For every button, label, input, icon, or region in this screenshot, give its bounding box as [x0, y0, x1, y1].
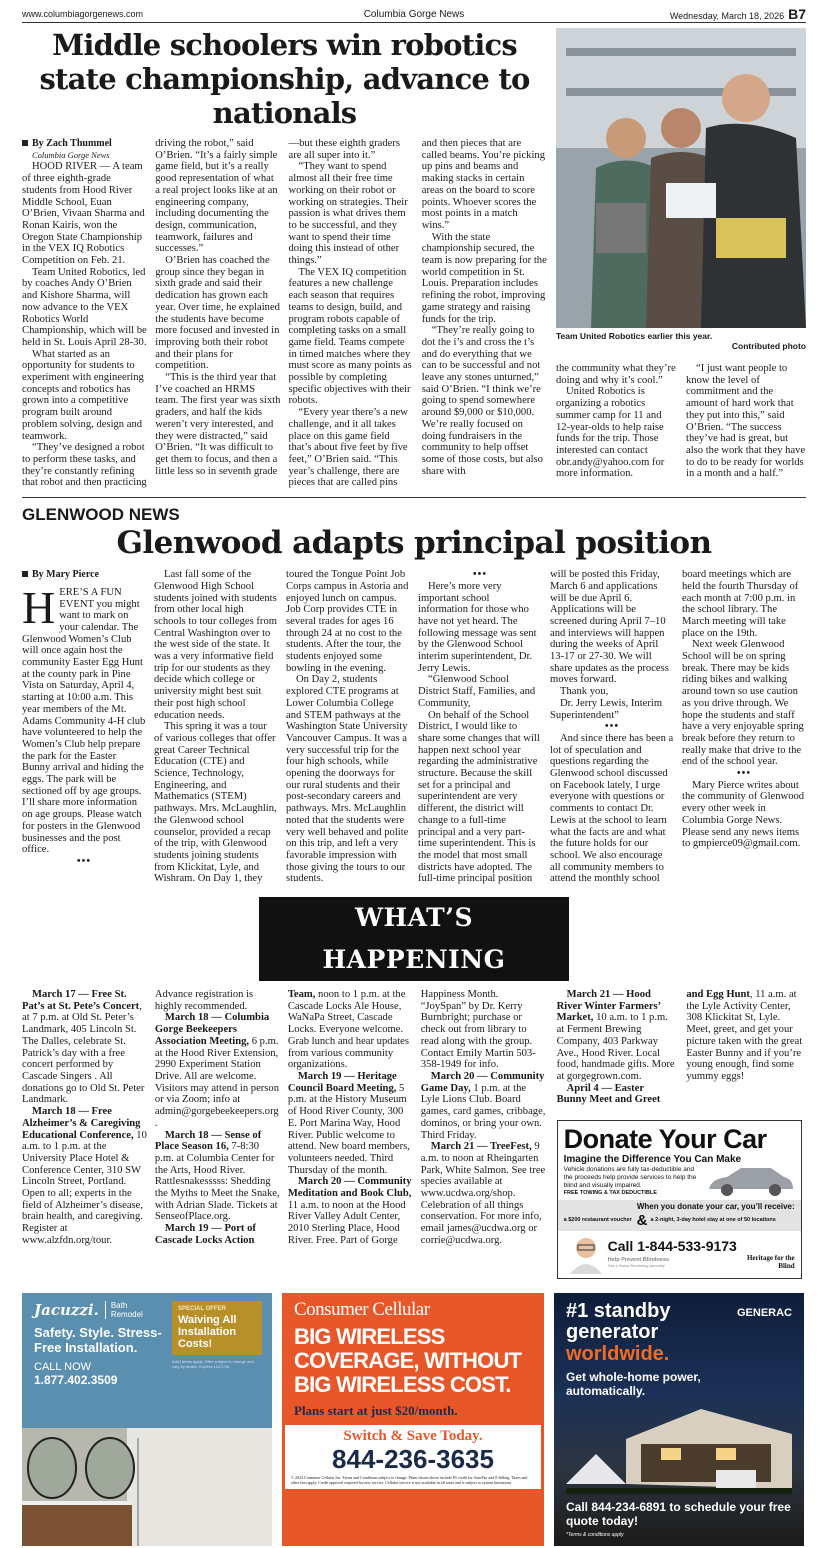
- special-offer-box: [172, 1301, 262, 1355]
- paragraph: “I just want people to know the level of commitment and the amount of hard work that they put into this,” said O’Brien. “The success they’ve had is great, but also the work that they have to do to be ready for worlds in a month and a half.”: [686, 363, 806, 480]
- robotics-story: [22, 28, 806, 489]
- cc-fine-print: © 2024 Consumer Cellular Inc. Terms and Conditions subject to change. Plans shown above include $5 credit for AutoPay and E-billing. Taxes and other fees apply. Credit approval required for new service. Cellular service is not available in all areas and is subject to system limitations.: [291, 1475, 528, 1486]
- generac-ad[interactable]: [554, 1293, 804, 1546]
- separator: •••: [472, 569, 488, 581]
- jacuzzi-ad[interactable]: [22, 1293, 272, 1546]
- team-photo: [556, 28, 806, 328]
- byline: [22, 138, 147, 161]
- whats-happening-banner: WHAT’S HAPPENING: [259, 897, 569, 981]
- byline-org: Columbia Gorge News: [32, 149, 110, 160]
- event-title: March 21 — Hood River Winter Farmers’ Market,: [556, 989, 661, 1024]
- generac-logo: GENERAC: [736, 1307, 792, 1320]
- event-item: [288, 1071, 413, 1176]
- event-title: March 20 — Community Meditation and Book Club,: [287, 1176, 412, 1200]
- cc-plans: Plans start at just $20/month.: [294, 1403, 458, 1419]
- robotics-article-body: [22, 138, 547, 489]
- event-title: April 4 — Easter Bunny Meet and Greet and Egg Hunt: [556, 989, 750, 1106]
- event-item: [421, 1071, 546, 1141]
- paragraph: “They want to spend almost all their free time working on their robot or working on strategies. Their passion is what drives them to be successful, and they want to spend their time doing this instead of other things.”: [288, 161, 408, 267]
- event-text: , at 7 p.m. at Old St. Peter’s Landmark, 405 Lincoln St. The Dalles, celebrate St. Patrick’s day with a free concert performed by Cascade Singers . All donations go to Old St. Peter Landmark.: [22, 1000, 145, 1106]
- paragraph: the community what they’re doing and why it’s cool.”: [556, 363, 676, 386]
- event-text: , 11 a.m. at the Lyle Activity Center, 308 Klickitat St, Lyle. Meet, greet, and get your picture taken with the great Easter Bunny and if you’re young enough, find some yummy eggs!: [686, 989, 803, 1082]
- jacuzzi-logo: Jacuzzi.: [34, 1301, 99, 1320]
- girl-thumbs-up-illustration: [564, 1234, 604, 1274]
- event-title: March 21 — TreeFest,: [430, 1141, 532, 1153]
- photo-caption: Team United Robotics earlier this year.: [556, 331, 713, 341]
- paragraph: What started as an opportunity for students to experiment with engineering concepts and robotics has grown into a competitive program built around problem solving, design and teamwork.: [22, 348, 144, 442]
- paper-name: Columbia Gorge News: [363, 9, 465, 20]
- paragraph: Thank you,: [560, 686, 609, 698]
- paragraph: And since there has been a lot of speculation and questions regarding the Glenwood school discussed on Facebook lately, I urge everyone with questions or comments to contact Dr. Lewis at the school to learn what the facts are and what the future holds for our school. We also encourage all community members to attend the monthly school board meetings which are held the fourth Thursday of each month at 7:00 p.m. in the school library. The March meeting will take place on the 19th.: [550, 569, 799, 885]
- tagline-sub: Get a Vision Screening Annually: [607, 1262, 665, 1268]
- ampersand: &: [636, 1212, 648, 1230]
- paragraph: United Robotics is organizing a robotics summer camp for 11 and 12-year-olds to help raise funds for the trip. Those interested can contact obr.andy@yahoo.com for more information.: [556, 386, 665, 480]
- generac-cta[interactable]: Call 844-234-6891 to schedule your free quote today!: [566, 1500, 791, 1529]
- house-photo: [566, 1404, 792, 1494]
- event-title: March 19 — Heritage Council Board Meeting,: [287, 1071, 397, 1094]
- event-item: [421, 1141, 546, 1246]
- site-url[interactable]: www.columbiagorgenews.com: [22, 9, 144, 19]
- event-text: 10 a.m. to 1 p.m. at Ferment Brewing Company, 403 Parkway Ave., Hood River. Local food, handmade gifts. More at gorgegrown.com.: [556, 1012, 675, 1082]
- bathroom-photo: [22, 1428, 272, 1546]
- event-text: 10 a.m. to 1 p.m. at the University Place Hotel & Conference Center, 310 SW Lincoln Street, Portland. Open to all; experts in the field of Alzheimer’s disease, brain health, and caregiving. Register at www.alzfdn.org/tour. Advance registration is highly recommended.: [22, 989, 254, 1246]
- event-title: March 18 — Free Alzheimer’s & Caregiving Educational Conference,: [22, 1106, 141, 1141]
- page-header: [22, 6, 806, 23]
- event-title: March 20 — Community Game Day,: [420, 1071, 545, 1094]
- byline-author: By Mary Pierce: [32, 569, 100, 581]
- event-text: 5 p.m. at the History Museum of Hood River County, 300 E. Port Marina Way, Hood River. Public welcome to attend. New board members, volunteers needed. Third Thursday of the month.: [287, 1082, 410, 1176]
- events-list-continued: [557, 989, 806, 1106]
- event-item: [155, 1130, 280, 1224]
- paragraph: “Every year there’s a new challenge, and it all takes place on this game field that’s about five feet by five feet,” O’Brien said. “This year’s challenge, there are pieces that are called pins and then pieces that are called beams. You’re picking up pins and beams and making stacks in certain areas on the board to score points. Whoever scores the most points in a match wins.”: [288, 138, 546, 489]
- paragraph: Team United Robotics, led by coaches Andy O’Brien and Kishore Sharma, will now advance to the VEX Robotics World Championship, which will be held in St. Louis April 28-30.: [22, 266, 147, 348]
- section-divider: [22, 497, 806, 498]
- event-text: noon to 1 p.m. at the Cascade Locks Ale House, WaNaPa Street, Cascade Locks. Everyone welcome. Grab lunch and hear updates from various community organizations.: [287, 989, 410, 1071]
- issue-date: Wednesday, March 18, 2026: [669, 11, 785, 21]
- generac-headline: #1 standby generator: [566, 1300, 671, 1344]
- event-item: [557, 989, 677, 1083]
- product-label: Bath Remodel: [105, 1301, 145, 1319]
- paragraph: O’Brien has coached the group since they began in sixth grade and said their dedication has grown each year. Over time, he explained the students have become more focused and invested in improving both their robot and their plans for competition.: [155, 255, 280, 372]
- section-label: GLENWOOD NEWS: [22, 505, 180, 525]
- cc-offer-box: [285, 1425, 541, 1489]
- photo-credit: Contributed photo: [731, 341, 806, 351]
- event-text: 6 p.m. at the Hood River Extension, 2990 Experiment Station Drive. All are welcome. Visitors may attend in person or via Zoom; info at admin@gorgebeekeepers.org.: [154, 1035, 280, 1129]
- cc-phone[interactable]: 844-236-3635: [332, 1444, 494, 1475]
- newspaper-page: [22, 0, 806, 1546]
- cc-headline: BIG WIRELESS COVERAGE, WITHOUT BIG WIRELESS COST.: [294, 1324, 522, 1398]
- page-number: B7: [788, 6, 806, 22]
- glenwood-headline: Glenwood adapts principal position: [116, 525, 712, 562]
- events-section: [22, 989, 806, 1279]
- receive-text: When you donate your car, you’ll receive:: [636, 1202, 795, 1212]
- generac-subhead: Get whole-home power, automatically.: [566, 1370, 701, 1399]
- separator: •••: [604, 721, 620, 733]
- separator: •••: [76, 855, 92, 867]
- robotics-article-continued: [556, 363, 806, 480]
- event-item: [155, 1012, 280, 1129]
- consumer-cellular-ad[interactable]: [282, 1293, 544, 1546]
- event-title: March 18 — Sense of Place Season 16,: [154, 1129, 262, 1153]
- lead-text: ERE’S A FUN EVENT you might want to mark on your calendar. The Glenwood Women’s Club will once again host the community Easter Egg Hunt at the county park in Pine Vista on Saturday, April 4, starting at 10:00 a.m. This year members of the Mt. Adams Community 4-H club have volunteered to help the Women’s Club help prepare the park for the Easter Bunny arrival and hiding the eggs. The park will be sectioned off by age groups. I’ll share more information on age groups. Please watch for posters in the Glenwood businesses and the post office.: [22, 586, 146, 856]
- receive-band: [558, 1200, 801, 1231]
- separator: •••: [736, 768, 752, 780]
- offer-label: SPECIAL OFFER: [178, 1306, 226, 1313]
- paragraph: “This is the third year that I’ve coached an HRMS team. The first year was sixth graders, and half the kids weren’t very interested, and they were distracted,” said O’Brien. “It was difficult to get them to focus, and then a little less so in seventh grade —but these eighth graders are all super into it.”: [155, 138, 400, 477]
- team-photo-illustration: [556, 28, 806, 328]
- cc-switch: Switch & Save Today.: [343, 1428, 483, 1445]
- ad-body: Vehicle donations are fully tax-deductible and the proceeds help provide services to help the blind and visually impaired.: [563, 1166, 697, 1190]
- event-text: 1 p.m. at the Lyle Lions Club. Board games, card games, cribbage, dominos, or bring your own. Third Friday.: [420, 1082, 546, 1141]
- paragraph: Mary Pierce writes about the community of Glenwood every other week in Columbia Gorge News. Please send any news items to gmpierce09@gmail.com.: [682, 779, 805, 850]
- fine-print: Add’l terms apply. Offer subject to change and vary by dealer. Expires 12/27/26.: [172, 1359, 254, 1370]
- generac-fine-print: *Terms & conditions apply: [566, 1532, 624, 1539]
- event-title: March 18 — Columbia Gorge Beekeepers Association Meeting,: [154, 1012, 270, 1047]
- event-title: March 19 — Port of Cascade Locks Action Team,: [154, 989, 316, 1246]
- paragraph: “Glenwood School District Staff, Families, and Community,: [418, 674, 536, 709]
- jacuzzi-headline: Safety. Style. Stress-Free Installation.: [34, 1325, 162, 1356]
- consumer-cellular-logo: Consumer Cellular: [294, 1299, 430, 1321]
- paragraph: On Day 2, students explored CTE programs at Lower Columbia College and STEM pathways at the Washington State University Vancouver Campus. It was a very successful trip for the four high schools, while opening the doorways for our rural students and their post-secondary careers and pathways. Mrs. McLaughlin noted that the students were very well behaved and polite on this trip, and left a very favorable impression with those giving the tours to our students.: [286, 674, 409, 885]
- byline: [22, 569, 146, 581]
- perk-hotel: a 2-night, 3-day hotel stay at one of 50 locations: [650, 1217, 776, 1224]
- ads-row: [22, 1293, 806, 1546]
- event-text: 7-8:30 p.m. at Columbia Center for the Arts, Hood River. Rattlesnakesssss: Shedding the Myths to Meet the Snake, with Adrian Slade. Tickets at SenseofPlace.org.: [154, 1141, 280, 1223]
- event-text: 11 a.m. to noon at the Hood River Valley Adult Center, 2010 Sterling Place, Hood River. Free. Part of Gorge Happiness Month. “JoySpan” by Dr. Kerry Burnbright; purchase or check out from library to read along with the group. Contact Emily Martin 503-358-1949 for info.: [287, 989, 536, 1246]
- paragraph: “They’ve designed a robot to perform these tasks, and they’re constantly refining that robot and then practicing driving the robot,” said O’Brien. “It’s a fairly simple game field, but it’s a really good representation of what a real project looks like at an engineering company, including documenting the design, communication, teamwork, failures and successes.”: [22, 138, 278, 489]
- events-right-column: [557, 989, 806, 1279]
- ad-subtitle: Imagine the Difference You Can Make: [563, 1154, 742, 1166]
- paragraph: Here’s more very important school information for those who have not yet heard. The following message was sent by the Glenwood School interim superintendent, Dr. Jerry Lewis.: [418, 580, 537, 674]
- lead-paragraph: [22, 581, 146, 856]
- event-item: [22, 989, 147, 1106]
- paragraph: This spring it was a tour of various colleges that offer great Career Technical Education (CTE) and Science, Technology, Engineering, and Mathematics (STEM) pathways. Mrs. McLaughlin, the Glenwood school counselor, provided a recap of the trip, with Glenwood students joining students from Klickitat, Lyle, and Wishram. On Day 1, they toured the Tongue Point Job Corps campus in Astoria and enjoyed lunch on campus. Job Corp provides CTE in several trades for ages 16 through 24 at no cost to the students. After the tour, the students enjoyed some bowling in the evening.: [154, 569, 409, 885]
- paragraph: On behalf of the School District, I would like to share some changes that will happen next school year regarding the administrative structure. Because the skill set for a principal and superintendent are very different, the district will change to a full-time principal and a very part-time superintendent. This is the model that most small districts have adopted. The full-time principal position will be posted this Friday, March 6 and applications will be due April 6. Applications will be screened during April 7–10 and interviews will happen during the weeks of April 13-17 or 27-30. We will share updates as the process moves forward.: [418, 569, 669, 885]
- perk-voucher: a $200 restaurant voucher: [563, 1217, 632, 1224]
- events-list: [22, 989, 546, 1279]
- paragraph: With the state championship secured, the team is now preparing for the world competition in St. Louis. Preparation includes refining the robot, improving game strategy and raising funds for the trip.: [421, 231, 547, 325]
- paragraph: The VEX IQ competition features a new challenge each season that requires teams to design, build, and program robots capable of completing tasks on a small game field. Teams compete in timed matches where they must score as many points as possible by completing specific objectives with their robots.: [288, 266, 412, 407]
- heritage-logo: Heritage for the Blind: [746, 1254, 795, 1271]
- drop-cap: H: [22, 581, 56, 633]
- paragraph: Next week Glenwood School will be on spring break. There may be kids riding bikes and walking around town so use caution as you drive through. We hope the students and staff have a very enjoyable spring break before they return to really make that drive to the end of the school year.: [682, 639, 804, 768]
- ad-title: Donate Your Car: [563, 1124, 767, 1155]
- generac-worldwide: worldwide.: [566, 1343, 670, 1366]
- donate-car-ad[interactable]: [557, 1120, 802, 1279]
- paragraph: HOOD RIVER — A team of three eighth-grade students from Hood River Middle School, Euan O’Brien, Vivaan Sharma and Ronan Kairis, won the Oregon State Championship in the VEX IQ Robotics Competition on Feb. 21.: [22, 161, 145, 267]
- offer-text: Waiving All Installation Costs!: [178, 1314, 237, 1351]
- robotics-sidebar: [556, 28, 806, 489]
- car-icon: [705, 1165, 795, 1197]
- event-text: 9 a.m. to noon at Rheingarten Park, White Salmon. See tree species available at www.ucdwa.org/shop. Celebration of all things conservation. For more info, email james@ucdwa.org or corrie@ucdwa.org.: [420, 1141, 546, 1246]
- byline-author: By Zach Thummel: [32, 138, 112, 149]
- paragraph: Last fall some of the Glenwood High School students joined with students from other local high schools to tour colleges from Central Washington over to the west side of the state. It was a very informative field trip for our students as they decide which college or university might best suit their post high school education needs.: [154, 569, 277, 721]
- paragraph: “They’re really going to dot the i’s and cross the t’s and do everything that we can to be successful and not leave any stones unturned,” said O’Brien. “I think we’re going to spend somewhere around $9,000 or $10,000. We’re really focused on doing fundraisers in the community to help offset some of those costs, but also share with: [421, 325, 543, 477]
- glenwood-article-body: [22, 569, 806, 885]
- ad-towing: FREE TOWING & TAX DEDUCTIBLE: [563, 1190, 657, 1197]
- event-title: March 17 — Free St. Pat’s at St. Pete’s Concert: [22, 989, 140, 1012]
- paragraph: Dr. Jerry Lewis, Interim Superintendent”: [550, 697, 663, 721]
- robotics-headline: Middle schoolers win robotics state championship, advance to nationals: [39, 28, 530, 130]
- robotics-main: [22, 28, 547, 489]
- tagline: Help Prevent Blindness: [607, 1256, 670, 1263]
- jacuzzi-phone[interactable]: 1.877.402.3509: [34, 1373, 118, 1388]
- issue-date-page: [670, 6, 806, 22]
- call-now-label: CALL NOW: [34, 1361, 92, 1374]
- donate-phone[interactable]: Call 1-844-533-9173: [607, 1238, 737, 1255]
